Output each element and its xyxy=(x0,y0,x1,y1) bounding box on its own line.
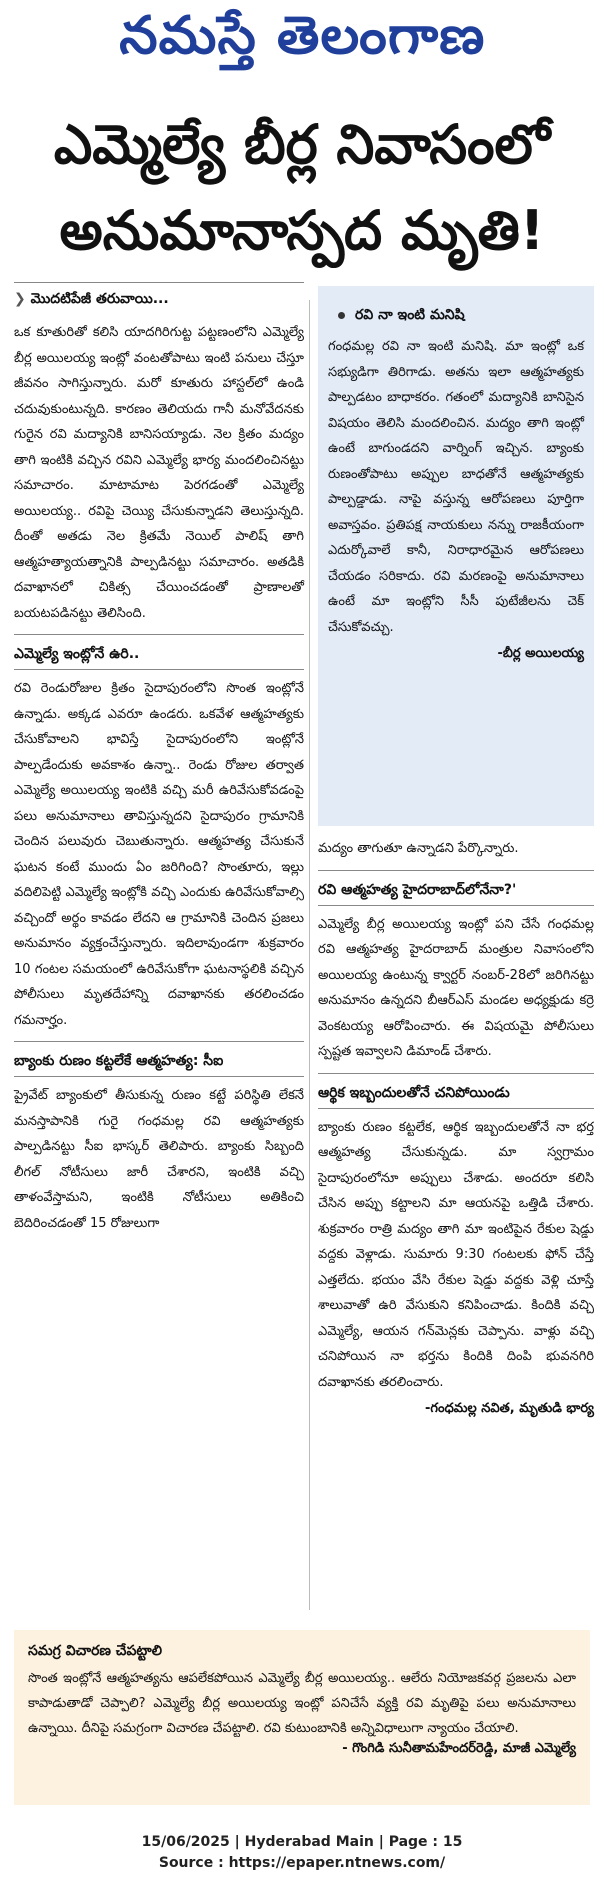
headline-line-1: ఎమ్మెల్యే బీర్ల నివాసంలో xyxy=(53,113,551,176)
kicker: ❯ మొదటిపేజీ తరువాయి... xyxy=(14,291,169,307)
subheading: రవి ఆత్మహత్య హైదరాబాద్‌లోనేనా?' xyxy=(318,881,517,898)
quote-box xyxy=(318,286,594,826)
subheading: బ్యాంకు రుణం కట్టలేకే ఆత్మహత్య: సీఐ xyxy=(14,1053,224,1069)
box-title: రవి నా ఇంటి మనిషి xyxy=(318,286,594,326)
article-paragraph: మద్యం తాగుతూ ఉన్నాడని పేర్కొన్నారు. xyxy=(318,841,519,856)
column-divider xyxy=(309,300,310,1610)
divider xyxy=(14,1076,304,1077)
divider xyxy=(14,1041,304,1042)
article-signature: -గంధమల్ల నవిత, మృతుడి భార్య xyxy=(425,1401,594,1416)
footer-source-line: Source : https://epaper.ntnews.com/ xyxy=(158,1855,446,1871)
left-column xyxy=(14,288,304,1236)
divider xyxy=(14,282,304,283)
article-paragraph: బ్యాంకు రుణం కట్టలేక, ఆర్థిక ఇబ్బందులతోనే నా భర్త ఆత్మహత్య చేసుకున్నడు. మా స్వగ్రామం సైదాపురంలోనూ అప్పులు చేశాడు. అందరూ కలిసి చేసిన అప్పు కట్టాలని మా ఆయనపై ఒత్తిడి చేశారు. శుక్రవారం రాత్రి మద్యం తాగి మా ఇంటిపైన రేకుల షెడ్డు వద్దకు వెళ్లాడు. సుమారు 9:30 గంటలకు ఫోన్ చేస్తే ఎత్తలేదు. భయం వేసి రేకుల షెడ్డు వద్దకు వెళ్లి చూస్తే శాలువాతో ఉరి వేసుకుని కనిపించాడు. కిందికి వచ్చి ఎమ్మెల్యే, ఆయన గన్‌మెన్లకు చెప్పాను. వాళ్లు వచ్చి చనిపోయిన నా భర్తను కిందికి దింపి భువనగిరి దవాఖానకు తరలించారు. xyxy=(318,1119,594,1390)
article-paragraph: రవి రెండురోజుల క్రితం సైదాపురంలోని సొంత ఇంట్లోనే ఉన్నాడు. అక్కడ ఎవరూ ఉండరు. ఒకవేళ ఆత్మహత్యకు చేసుకోవాలని భావిస్తే సైదాపురంలోని ఇంట్లోనే పాల్పడేందుకు అవకాశం ఉన్నా.. రెండు రోజుల తర్వాత ఎమ్మెల్యే అయిలయ్య ఇంటికి వచ్చి మరీ ఉరివేసుకోవడంపై పలు అనుమానాలు తావిస్తున్నదని సైదాపురం గ్రామానికి చెందిన పలువురు చెబుతున్నారు. ఆత్మహత్య చేసుకునే ఘటన కంటే ముందు ఏం జరిగింది? సొంతూరు, ఇల్లు వదిలిపెట్టి ఎమ్మెల్యే ఇంట్లోకి వచ్చి ఎందుకు ఉరివేసుకోవాల్సి వచ్చిందో అర్థం కావడం లేదని ఆ గ్రామానికి చెందిన ప్రజలు అనుమానం వ్యక్తంచేస్తున్నారు. ఇదిలావుండగా శుక్రవారం 10 గంటల సమయంలో ఉరివేసుకోగా ఘటనాస్థలికి వచ్చిన పోలీసులు మృతదేహాన్ని దవాఖానకు తరలించడం గమనార్హం. xyxy=(14,681,304,1028)
article-paragraph: ఎమ్మెల్యే బీర్ల అయిలయ్య ఇంట్లో పని చేసే గంధమల్ల రవి ఆత్మహత్య హైదరాబాద్ మంత్రుల నివాసంలోని అయిలయ్య ఉంటున్న క్వార్టర్ నంబర్-28లో జరిగినట్టు అనుమానం ఉన్నదని బీఆర్‌ఎస్ మండల అధ్యక్షుడు కర్రె వెంకటయ్య ఆరోపించారు. ఈ విషయమై పోలీసులు స్పష్టత ఇవ్వాలని డిమాండ్ చేశారు. xyxy=(318,916,594,1059)
divider xyxy=(318,1073,594,1074)
divider xyxy=(318,870,594,871)
divider xyxy=(14,634,304,635)
right-column xyxy=(318,836,594,1419)
statement-title: సమగ్ర విచారణ చేపట్టాలి xyxy=(28,1643,162,1659)
article-paragraph: ఒక కూతురితో కలిసి యాదగిరిగుట్ట పట్టణంలోని ఎమ్మెల్యే బీర్ల అయిలయ్య ఇంట్లో వంటతోపాటు ఇంటి పనులు చేస్తూ జీవనం సాగిస్తున్నారు. మరో కూతురు హాస్టల్‌లో ఉండి చదువుకుంటున్నది. కారణం తెలియదు గానీ మనోవేదనకు గురైన రవి మద్యానికి బానిసయ్యాడు. నెల క్రితం మద్యం తాగి ఇంటికి వచ్చిన రవిని ఎమ్మెల్యే భార్య మందలించినట్టు సమాచారం. మాటామాట పెరగడంతో ఎమ్మెల్యే అయిలయ్య.. రవిపై చెయ్యి చేసుకున్నాడని తెలుస్తున్నది. దీంతో అతడు నెల క్రితమే నెయిల్ పాలిష్ తాగి ఆత్మహత్యాయత్నానికి పాల్పడినట్టు సమాచారం. అతడికి దవాఖానలో చికిత్స చేయించడంతో ప్రాణాలతో బయటపడినట్టు తెలిసింది. xyxy=(14,325,304,621)
footer-date-line: 15/06/2025 | Hyderabad Main | Page : 15 xyxy=(141,1834,463,1850)
box-signature: -బీర్ల అయిలయ్య xyxy=(497,646,584,661)
box-paragraph: గంధమల్ల రవి నా ఇంటి మనిషి. మా ఇంట్లో ఒక సభ్యుడిగా తిరిగాడు. అతను ఇలా ఆత్మహత్యకు పాల్పడటం బాధాకరం. గతంలో మద్యానికి బానిసైన విషయం తెలిసి మందలించిన. మద్యం తాగి ఇంట్లో ఉంటే బాగుండదని వార్నింగ్ ఇచ్చిన. బ్యాంకు రుణంతోపాటు అప్పుల బాధతోనే ఆత్మహత్యకు పాల్పడ్డాడు. నాపై వస్తున్న ఆరోపణలు పూర్తిగా అవాస్తవం. ప్రతిపక్ష నాయకులు నన్ను రాజకీయంగా ఎదుర్కోవాలే కానీ, నిరాధారమైన ఆరోపణలు చేయడం సరికాదు. రవి మరణంపై అనుమానాలు ఉంటే మా ఇంట్లోని సీసీ పుటేజీలను చెక్ చేసుకోవచ్చు. xyxy=(328,339,584,635)
newspaper-logo: నమస్తే తెలంగాణ xyxy=(118,6,486,66)
divider xyxy=(318,1108,594,1109)
article-paragraph: ప్రైవేట్ బ్యాంకులో తీసుకున్న రుణం కట్టే పరిస్థితి లేకనే మనస్తాపానికి గురై గంధమల్ల రవి ఆత్మహత్యకు పాల్పడినట్టు సీఐ భాస్కర్ తెలిపారు. బ్యాంకు సిబ్బంది లీగల్ నోటీసులు జారీ చేశారని, ఇంటికి వచ్చి తాళంవేస్తామని, ఇంటికి నోటీసులు అతికించి బెదిరించడంతో 15 రోజులుగా xyxy=(14,1088,304,1231)
chevron-right-icon: ❯ xyxy=(14,291,31,307)
statement-signature: - గొంగిడి సునీతామహేందర్‌రెడ్డి, మాజీ ఎమ్మెల్యే xyxy=(342,1741,576,1756)
headline-line-2: అనుమానాస్పద మృతి! xyxy=(59,199,545,262)
divider xyxy=(14,669,304,670)
divider xyxy=(318,905,594,906)
statement-box xyxy=(14,1630,590,1805)
masthead xyxy=(0,0,604,78)
subheading: ఎమ్మెల్యే ఇంట్లోనే ఉరి.. xyxy=(14,646,140,662)
subheading: ఆర్థిక ఇబ్బందులతోనే చనిపోయిండు xyxy=(318,1084,510,1101)
statement-paragraph: సొంత ఇంట్లోనే ఆత్మహత్యను ఆపలేకపోయిన ఎమ్మెల్యే బీర్ల అయిలయ్య.. ఆలేరు నియోజకవర్గ ప్రజలను ఎలా కాపాడుతాడో చెప్పాలి? ఎమ్మెల్యే బీర్ల అయిలయ్య ఇంట్లో పనిచేసే వ్యక్తి రవి మృతిపై పలు అనుమానాలు ఉన్నాయి. దీనిపై సమగ్రంగా విచారణ చేపట్టాలి. రవి కుటుంబానికి అన్నివిధాలుగా న్యాయం చేయాలి. xyxy=(28,1671,576,1736)
bullet-icon xyxy=(338,312,345,319)
